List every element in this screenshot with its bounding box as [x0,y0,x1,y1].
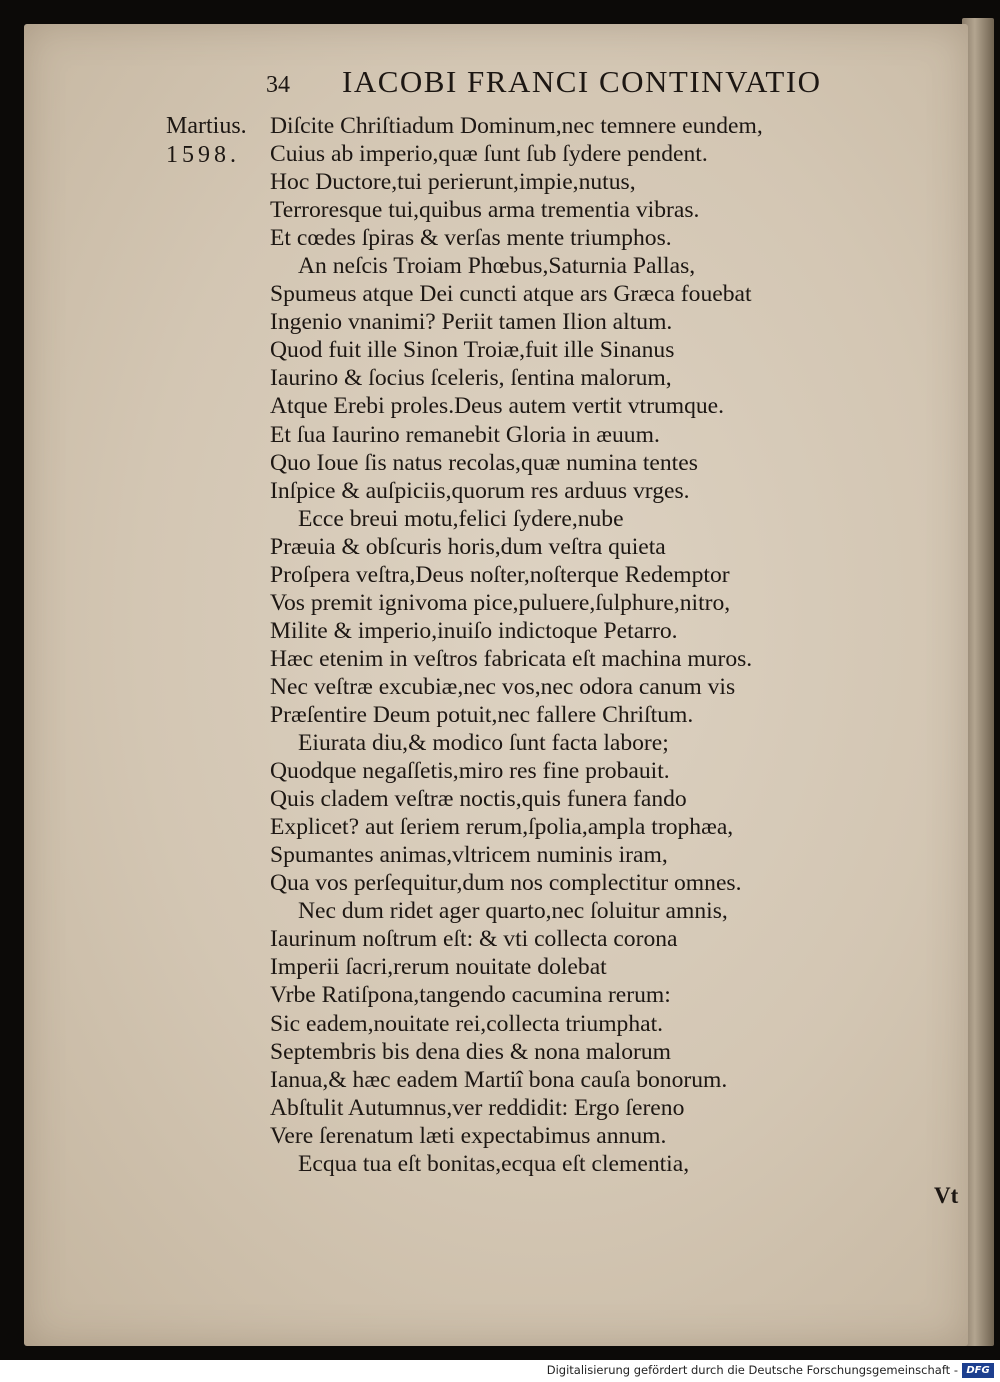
verse-line: Et cœdes ſpiras & verſas mente triumphos. [270,225,672,252]
page-header [262,62,902,102]
dfg-logo: DFG [962,1363,994,1378]
verse-line: Inſpice & auſpiciis,quorum res arduus vrges. [270,477,690,504]
verse-line: Præſentire Deum potuit,nec fallere Chriſtum. [270,701,694,728]
verse-line: Spumantes animas,vltricem numinis iram, [270,842,668,869]
margin-note-month: Martius. [166,113,247,139]
verse-line: Eiurata diu,& modico ſunt facta labore; [298,730,669,757]
verse-line: Vos premit ignivoma pice,puluere,ſulphure,nitro, [270,589,731,616]
verse-line: Septembris bis dena dies & nona malorum [270,1038,672,1065]
verse-line: Vere ſerenatum læti expectabimus annum. [270,1122,667,1149]
verse-line: Spumeus atque Dei cuncti atque ars Græca fouebat [270,281,752,308]
verse-line: Quo Ioue ſis natus recolas,quæ numina tentes [270,449,698,476]
verse-line: Terroresque tui,quibus arma trementia vibras. [270,197,700,224]
verse-line: Ianua,& hæc eadem Martiî bona cauſa bonorum. [270,1066,728,1093]
verse-line: Explicet? aut ſeriem rerum,ſpolia,ampla trophæa, [270,814,734,841]
verse-line: Vrbe Ratiſpona,tangendo cacumina rerum: [270,982,671,1009]
catchword: Vt [934,1183,959,1208]
verse-line: Nec dum ridet ager quarto,nec ſoluitur amnis, [298,898,728,925]
verse-line: Quodque negaſſetis,miro res fine probauit. [270,758,670,785]
verse-line: Quis cladem veſtræ noctis,quis funera fando [270,786,687,813]
verse-line: Hoc Ductore,tui perierunt,impie,nutus, [270,169,636,196]
footer-credit: Digitalisierung gefördert durch die Deutsche Forschungsgemeinschaft - [546,1363,958,1377]
verse-line: Milite & imperio,inuiſo indictoque Petarro. [270,617,678,644]
footer-bar [0,1360,1000,1382]
verse-line: Cuius ab imperio,quæ ſunt ſub ſydere pendent. [270,141,708,168]
verse-line: Hæc etenim in veſtros fabricata eſt machina muros. [270,645,753,672]
verse-line: Ecce breui motu,felici ſydere,nube [298,505,624,532]
verse-line: Iaurinum noſtrum eſt: & vti collecta corona [270,926,678,953]
verse-body [270,112,910,1178]
verse-line: Diſcite Chriſtiadum Dominum,nec temnere eundem, [270,113,763,139]
verse-line: Præuia & obſcuris horis,dum veſtra quieta [270,533,666,560]
verse-line: Imperii ſacri,rerum nouitate dolebat [270,954,607,981]
page-number: 34 [266,72,290,98]
verse-line: Nec veſtræ excubiæ,nec vos,nec odora canum vis [270,673,736,700]
verse-line: An neſcis Troiam Phœbus,Saturnia Pallas, [298,253,696,280]
running-title: IACOBI FRANCI CONTINVATIO [342,64,822,99]
verse-line: Atque Erebi proles.Deus autem vertit vtrumque. [270,393,725,420]
verse-line: Proſpera veſtra,Deus noſter,noſterque Redemptor [270,561,730,588]
margin-note-year: 1598. [166,142,240,168]
verse-line: Sic eadem,nouitate rei,collecta triumphat. [270,1010,664,1037]
verse-line: Iaurino & ſocius ſceleris, ſentina malorum, [270,365,672,392]
verse-line: Et ſua Iaurino remanebit Gloria in æuum. [270,421,660,448]
verse-line: Quod fuit ille Sinon Troiæ,fuit ille Sinanus [270,337,675,364]
verse-line: Ingenio vnanimi? Periit tamen Ilion altum. [270,309,673,336]
verse-line: Ecqua tua eſt bonitas,ecqua eſt clementia, [298,1150,690,1177]
verse-line: Qua vos perſequitur,dum nos complectitur omnes. [270,870,742,897]
margin-note [166,112,262,170]
verse-line: Abſtulit Autumnus,ver reddidit: Ergo ſereno [270,1094,685,1121]
